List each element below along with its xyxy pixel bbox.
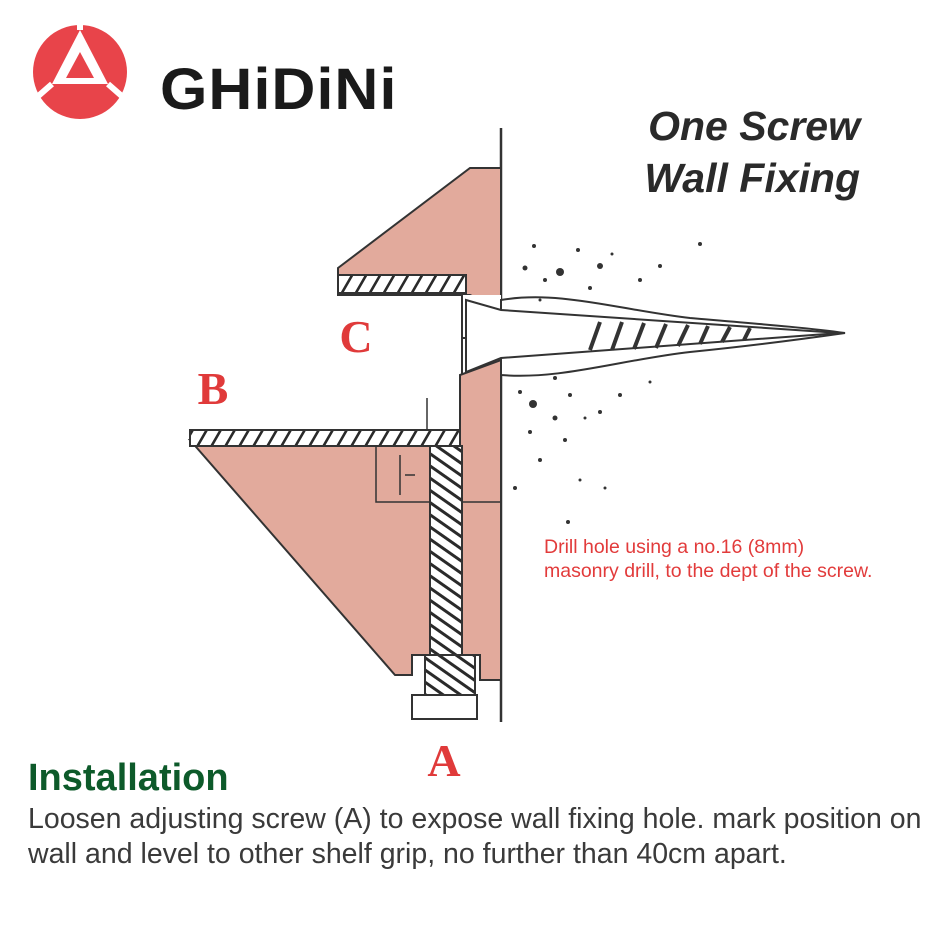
title-line-1: One Screw bbox=[648, 103, 860, 149]
title-line-2: Wall Fixing bbox=[644, 155, 860, 201]
label-c: C bbox=[339, 311, 373, 362]
installation-text: Loosen adjusting screw (A) to expose wall fixing hole. mark position on wall and level to other shelf grip, no further than 40cm apart. bbox=[28, 803, 922, 870]
brand-name: GHiDiNi bbox=[160, 57, 398, 122]
screw-head bbox=[412, 695, 477, 719]
adjusting-screw bbox=[430, 446, 462, 656]
label-b: B bbox=[197, 363, 229, 414]
upper-jaw-plate bbox=[338, 275, 466, 293]
drill-note: Drill hole using a no.16 (8mm) masonry drill, to the dept of the screw. bbox=[544, 536, 873, 582]
label-a: A bbox=[427, 735, 461, 786]
installation-heading: Installation bbox=[28, 757, 229, 799]
shelf-plate bbox=[190, 430, 460, 446]
screw-nut bbox=[425, 655, 475, 695]
